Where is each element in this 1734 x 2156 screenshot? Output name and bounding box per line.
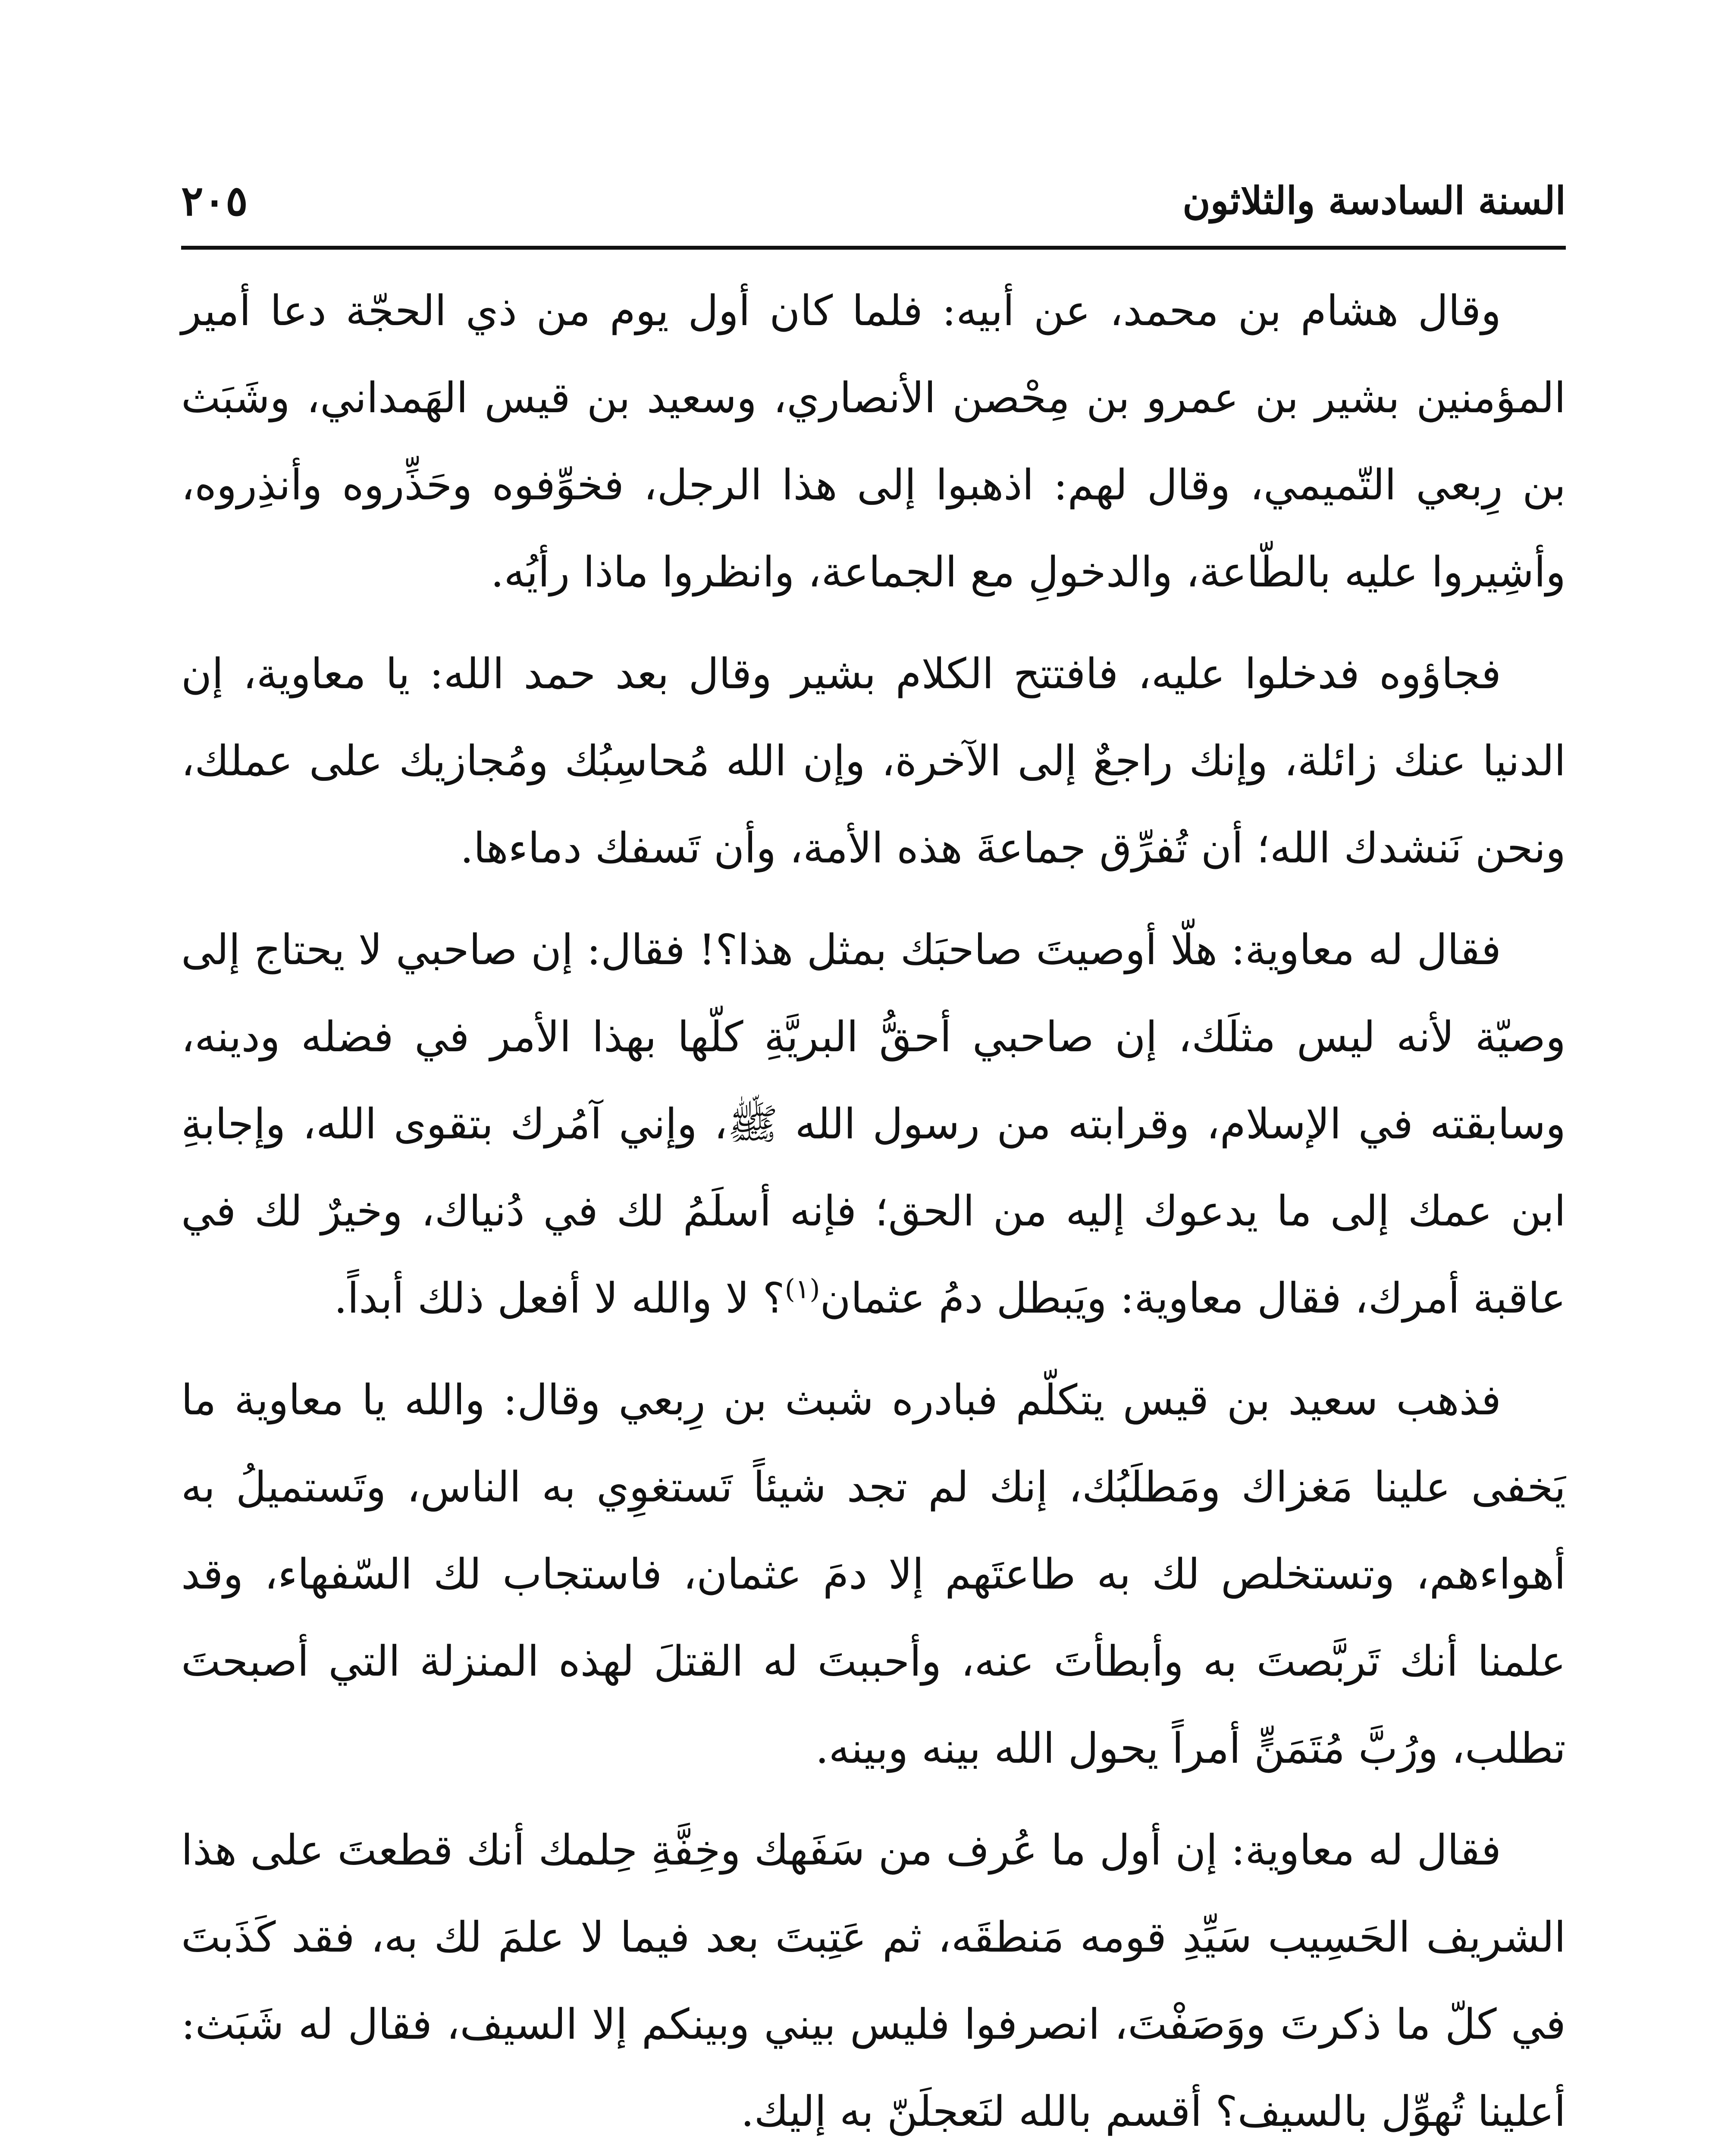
paragraph-1: وقال هشام بن محمد، عن أبيه: فلما كان أول يوم من ذي الحجّة دعا أمير المؤمنين بشير بن عمرو بن مِحْصن الأنصاري، وسعيد بن قيس الهَمداني، وشَبَث بن رِبعي التّميمي، وقال لهم: اذهبوا إلى هذا الرجل، فخوِّفوه وحَذِّروه وأنذِروه، وأشِيروا عليه بالطّاعة، والدخولِ مع الجماعة، وانظروا ماذا رأيُه.: [181, 286, 1566, 596]
page-number: ٢٠٥: [181, 176, 248, 225]
paragraph-2: فجاؤوه فدخلوا عليه، فافتتح الكلام بشير وقال بعد حمد الله: يا معاوية، إن الدنيا عنك زائلة، وإنك راجعٌ إلى الآخرة، وإن الله مُحاسِبُك ومُجازيك على عملك، ونحن نَنشدك الله؛ أن تُفرِّق جماعةَ هذه الأمة، وأن تَسفك دماءها.: [181, 649, 1566, 872]
running-title: السنة السادسة والثلاثون: [1182, 178, 1566, 223]
paragraph-3: [181, 906, 1566, 1342]
paragraph-3-tail: ؟ لا والله لا أفعل ذلك أبداً.: [334, 1274, 785, 1322]
paragraph-3-text: فقال له معاوية: هلّا أوصيتَ صاحبَك بمثل هذا؟! فقال: إن صاحبي لا يحتاج إلى وصيّة لأنه ليس مثلَك، إن صاحبي أحقُّ البريَّةِ كلّها بهذا الأمر في فضله ودينه، وسابقته في الإسلام، وقرابته من رسول الله ﷺ، وإني آمُرك بتقوى الله، وإجابةِ ابن عمك إلى ما يدعوك إليه من الحق؛ فإنه أسلَمُ لك في دُنياك، وخيرٌ لك في عاقبة أمرك، فقال معاوية: ويَبطل دمُ عثمان: [181, 925, 1566, 1322]
body-text: [181, 267, 1566, 2156]
footnote-reference[interactable]: (١): [784, 1273, 820, 1305]
paragraph-5: فقال له معاوية: إن أول ما عُرف من سَفَهك وخِفَّةِ حِلمك أنك قطعتَ على هذا الشريف الحَسِيب سَيِّدِ قومه مَنطقَه، ثم عَتِبتَ بعد فيما لا علمَ لك به، فقد كَذَبتَ في كلّ ما ذكرتَ ووَصَفْتَ، انصرفوا فليس بيني وبينكم إلا السيف، فقال له شَبَث: أعلينا تُهوِّل بالسيف؟ أقسم بالله لنَعجلَنّ به إليك.: [181, 1826, 1566, 2136]
page-header: [181, 168, 1566, 233]
paragraph-4: فذهب سعيد بن قيس يتكلّم فبادره شبث بن رِبعي وقال: والله يا معاوية ما يَخفى علينا مَغزاك ومَطلَبُك، إنك لم تجد شيئاً تَستغوِي به الناس، وتَستميلُ به أهواءهم، وتستخلص لك به طاعتَهم إلا دمَ عثمان، فاستجاب لك السّفهاء، وقد علمنا أنك تَربَّصتَ به وأبطأتَ عنه، وأحببتَ له القتلَ لهذه المنزلة التي أصبحتَ تطلب، ورُبَّ مُتَمَنٍّ أمراً يحول الله بينه وبينه.: [181, 1376, 1566, 1773]
header-rule: [181, 246, 1566, 250]
